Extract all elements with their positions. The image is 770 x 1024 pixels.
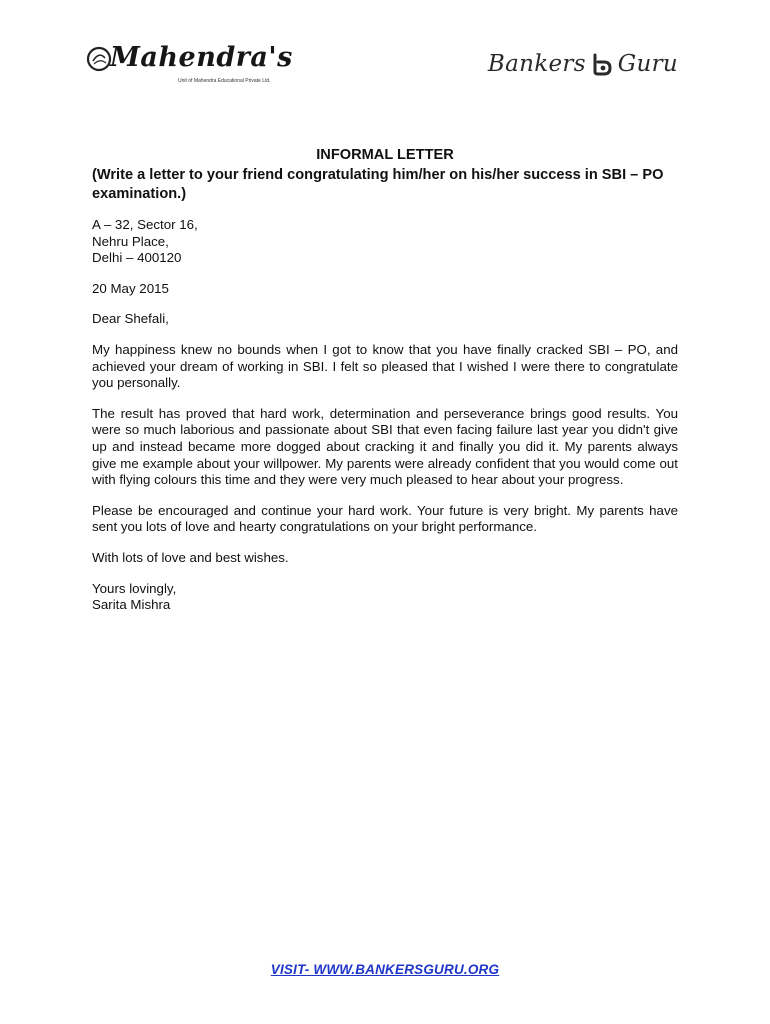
letter-date: 20 May 2015 xyxy=(92,280,169,296)
letter-paragraph: My happiness knew no bounds when I got to know that you have finally cracked SBI – PO, and achieved your dream of working in SBI. I felt so pleased that I wished I were there to congratulate you personally. xyxy=(92,341,678,391)
visit-website-link[interactable]: VISIT- WWW.BANKERSGURU.ORG xyxy=(270,962,500,977)
letter-document xyxy=(92,147,678,614)
letter-closing: Yours lovingly, xyxy=(92,580,177,596)
sender-address xyxy=(92,217,678,267)
letter-paragraph: Please be encouraged and continue your hard work. Your future is very bright. My parents have sent you lots of love and hearty congratulations on your bright performance. xyxy=(92,502,678,535)
document-title: INFORMAL LETTER xyxy=(316,147,454,163)
letter-paragraph: The result has proved that hard work, determination and perseverance brings good results. You were so much laborious and passionate about SBI that even facing failure last year you didn't give up and instead became more dogged about cracking it and finally you did it. My parents always give me example about your willpower. My parents were already confident that you would come out with flying colours this time and they were very much pleased to hear about your progress. xyxy=(92,405,678,488)
mahendras-tagline: Unit of Mahendra Educational Private Ltd. xyxy=(178,78,271,84)
bankers-guru-word-bankers: Bankers xyxy=(487,51,586,77)
address-line: A – 32, Sector 16, xyxy=(92,217,198,232)
bankers-guru-word-guru: Guru xyxy=(617,51,678,77)
document-subtitle: (Write a letter to your friend congratulating him/her on his/her success in SBI – PO examination.) xyxy=(92,167,664,202)
bankers-guru-logo xyxy=(488,46,678,82)
mahendras-brand-text: Mahendra's xyxy=(110,42,293,73)
letter-salutation: Dear Shefali, xyxy=(92,311,169,327)
address-line: Nehru Place, xyxy=(92,233,169,249)
letter-signoff xyxy=(92,581,678,614)
letter-signature: Sarita Mishra xyxy=(92,597,171,613)
mahendras-emblem-icon xyxy=(86,46,112,72)
mahendras-logo xyxy=(86,40,293,90)
letter-paragraph: With lots of love and best wishes. xyxy=(92,549,289,565)
address-line: Delhi – 400120 xyxy=(92,250,182,266)
bankers-guru-emblem-icon xyxy=(590,52,614,76)
